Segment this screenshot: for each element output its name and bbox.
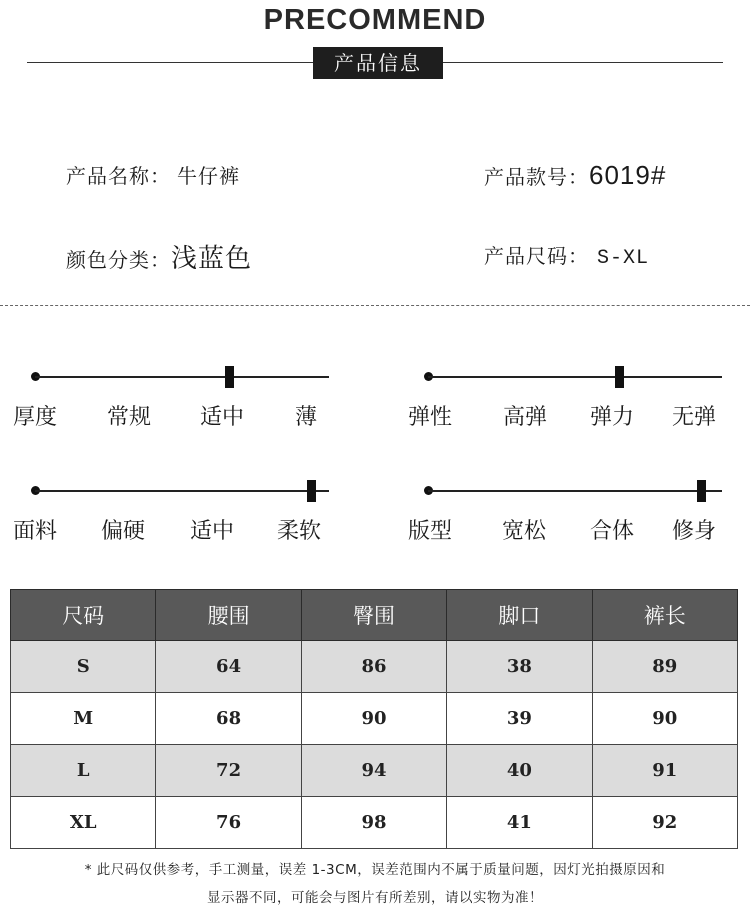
hip-cell: 90 [301, 693, 446, 745]
header-size: 尺码 [11, 590, 156, 641]
waist-cell: 76 [156, 797, 301, 849]
scale-track [35, 490, 329, 492]
leg-opening-cell: 38 [447, 641, 592, 693]
scale-track [428, 376, 722, 378]
header-leg-opening: 脚口 [447, 590, 592, 641]
product-name-label: 产品名称： [66, 164, 171, 188]
elasticity-option-3: 无弹 [672, 405, 717, 430]
thickness-option-1: 常规 [107, 405, 152, 430]
material-option-3: 柔软 [277, 519, 322, 544]
color-label: 颜色分类： [66, 248, 171, 272]
size-cell: L [11, 745, 156, 797]
thickness-option-3: 薄 [295, 405, 318, 430]
size-table-header-row [11, 590, 738, 641]
table-row [11, 745, 738, 797]
hip-cell: 86 [301, 641, 446, 693]
material-option-1: 偏硬 [101, 519, 146, 544]
leg-opening-cell: 39 [447, 693, 592, 745]
header-hip: 臀围 [301, 590, 446, 641]
thickness-label: 厚度 [13, 405, 58, 430]
length-cell: 90 [592, 693, 737, 745]
elasticity-option-2: 弹力 [590, 405, 635, 430]
product-code-label: 产品款号： [484, 165, 589, 189]
hip-cell: 94 [301, 745, 446, 797]
product-name-row [66, 160, 240, 189]
waist-cell: 68 [156, 693, 301, 745]
scale-level-marker [225, 366, 234, 388]
leg-opening-cell: 40 [447, 745, 592, 797]
size-range-value: S-XL [597, 247, 650, 270]
size-cell: S [11, 641, 156, 693]
page-title: PRECOMMEND [263, 4, 487, 36]
size-cell: XL [11, 797, 156, 849]
leg-opening-cell: 41 [447, 797, 592, 849]
elasticity-label: 弹性 [408, 405, 453, 430]
material-label: 面料 [13, 519, 58, 544]
size-range-row [484, 240, 649, 270]
product-name-value: 牛仔裤 [177, 164, 240, 188]
fit-label: 版型 [408, 519, 453, 544]
fit-option-3: 修身 [672, 519, 717, 544]
scale-track [428, 490, 722, 492]
length-cell: 91 [592, 745, 737, 797]
scale-level-marker [697, 480, 706, 502]
length-cell: 89 [592, 641, 737, 693]
disclaimer-line-2: 显示器不同，可能会与图片有所差别，请以实物为准！ [207, 890, 543, 906]
elasticity-option-1: 高弹 [503, 405, 548, 430]
table-row [11, 797, 738, 849]
size-cell: M [11, 693, 156, 745]
header-length: 裤长 [592, 590, 737, 641]
length-cell: 92 [592, 797, 737, 849]
product-code-value: 6019# [589, 160, 667, 190]
disclaimer-line-1: * 此尺码仅供参考，手工测量，误差 1-3CM，误差范围内不属于质量问题，因灯光拍摄原因和 [84, 862, 666, 878]
material-option-2: 适中 [190, 519, 235, 544]
table-row [11, 693, 738, 745]
fit-option-2: 合体 [590, 519, 635, 544]
color-row [66, 238, 252, 275]
size-table [10, 589, 738, 849]
fit-option-1: 宽松 [502, 519, 547, 544]
thickness-option-2: 适中 [200, 405, 245, 430]
section-divider [0, 305, 750, 306]
color-value: 浅蓝色 [171, 244, 253, 274]
scale-track [35, 376, 329, 378]
product-code-row [484, 160, 666, 191]
section-badge: 产品信息 [313, 47, 443, 79]
hip-cell: 98 [301, 797, 446, 849]
table-row [11, 641, 738, 693]
scale-level-marker [615, 366, 624, 388]
size-range-label: 产品尺码： [484, 244, 589, 268]
scale-level-marker [307, 480, 316, 502]
waist-cell: 64 [156, 641, 301, 693]
header-waist: 腰围 [156, 590, 301, 641]
waist-cell: 72 [156, 745, 301, 797]
